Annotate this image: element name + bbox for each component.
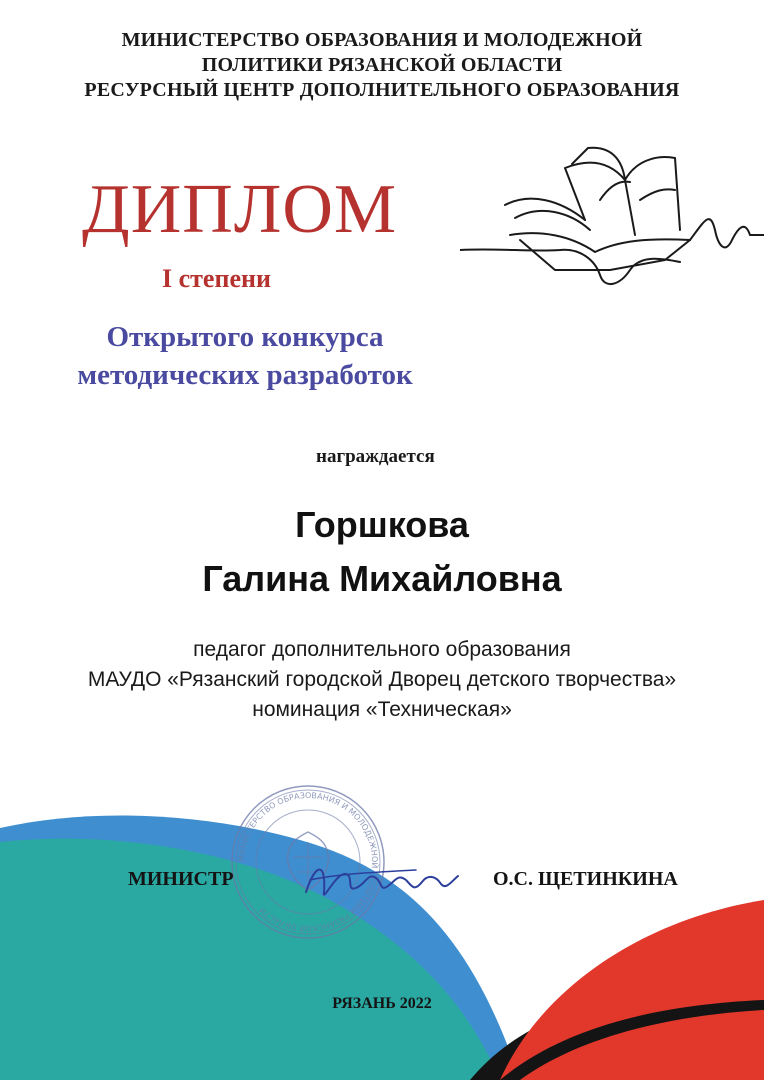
awarded-label: награждается: [316, 446, 435, 467]
recipient-details: [0, 635, 764, 725]
seal-text: МИНИСТЕРСТВО ОБРАЗОВАНИЯ И МОЛОДЕЖНОЙ ПОЛИТИКИ РЯЗАНСКОЙ ОБЛАСТИ: [236, 790, 380, 934]
recipient-nomination: номинация «Техническая»: [252, 698, 512, 721]
signatory-title: МИНИСТР: [128, 868, 234, 890]
recipient-organization: МАУДО «Рязанский городской Дворец детского творчества»: [87, 668, 677, 691]
header-line-1: МИНИСТЕРСТВО ОБРАЗОВАНИЯ И МОЛОДЕЖНОЙ: [121, 29, 643, 51]
contest-line-1: Открытого конкурса: [106, 321, 384, 353]
degree-label: I степени: [162, 264, 271, 293]
recipient-surname: Горшкова: [295, 504, 469, 545]
handwritten-signature: [296, 852, 476, 912]
recipient-given-names: Галина Михайловна: [202, 558, 562, 599]
contest-name: [10, 318, 480, 394]
contest-line-2: методических разработок: [77, 359, 413, 391]
recipient-name: [0, 498, 764, 606]
header-line-2: ПОЛИТИКИ РЯЗАНСКОЙ ОБЛАСТИ: [201, 54, 563, 76]
recipient-role: педагог дополнительного образования: [193, 638, 571, 661]
header-line-3: РЕСУРСНЫЙ ЦЕНТР ДОПОЛНИТЕЛЬНОГО ОБРАЗОВАНИЯ: [84, 79, 680, 101]
issuer-header: [0, 28, 764, 103]
diploma-title: ДИПЛОМ: [82, 171, 398, 248]
open-book-icon: [460, 140, 764, 300]
signatory-name: О.С. ЩЕТИНКИНА: [493, 868, 678, 890]
city-year: РЯЗАНЬ 2022: [332, 995, 432, 1012]
